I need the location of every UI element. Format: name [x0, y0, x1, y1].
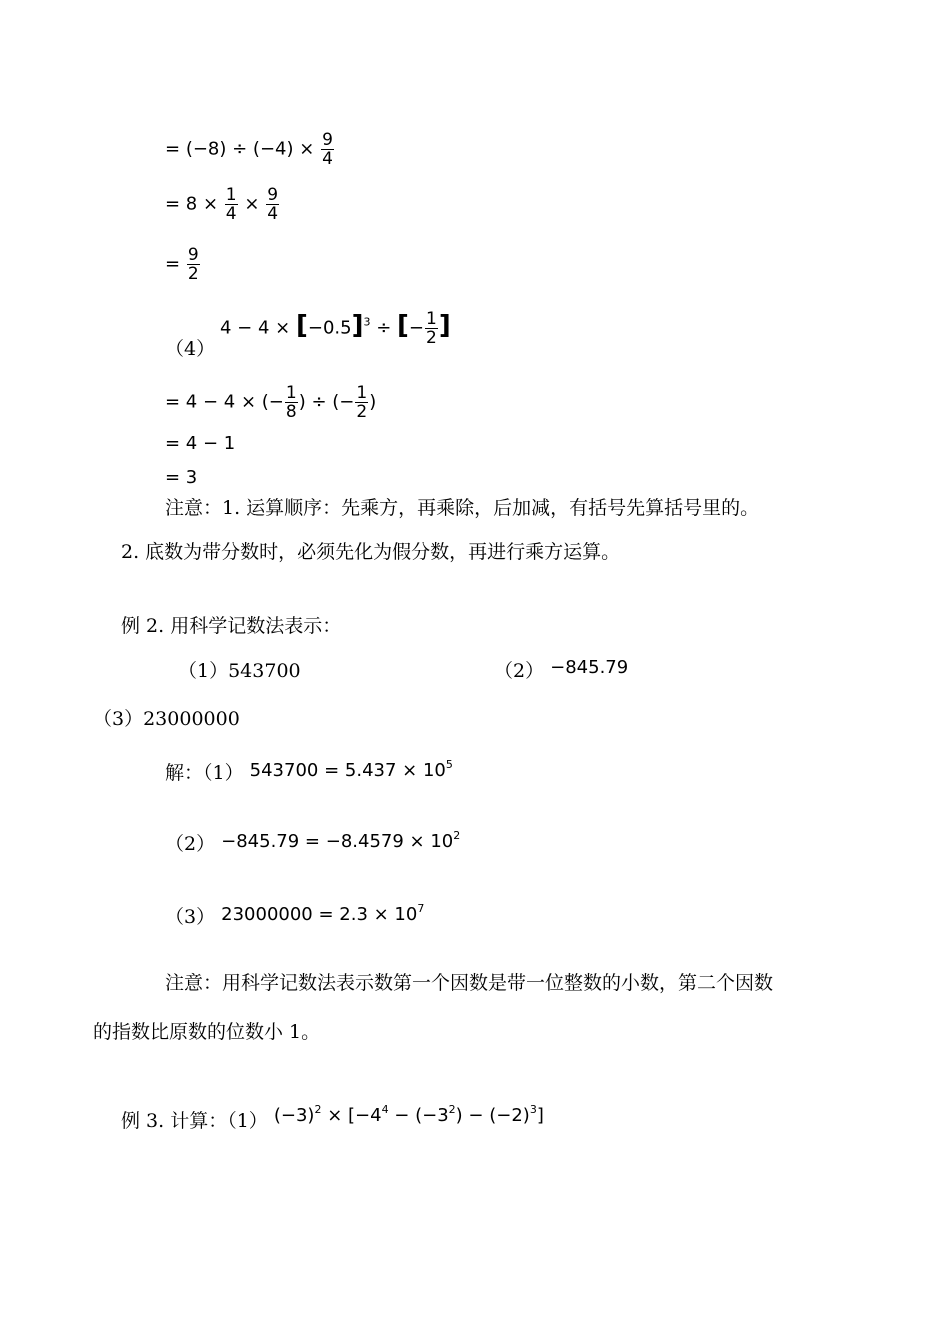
solution-label: （1）	[203, 762, 244, 784]
solution-expression	[250, 760, 453, 781]
example-title: 例 3. 计算：	[121, 1110, 228, 1132]
right-bracket: ]	[351, 310, 364, 341]
solution-1	[165, 757, 453, 785]
math-step	[165, 246, 201, 283]
left-bracket: [	[295, 310, 308, 341]
base: −0.5	[307, 317, 352, 339]
math-step	[165, 131, 335, 168]
math-step: = 4 − 1	[165, 433, 236, 454]
numerator: 1	[225, 185, 237, 205]
numerator: 9	[267, 185, 279, 205]
denominator: 8	[285, 402, 297, 422]
question-label: （2）	[494, 660, 545, 682]
exponent: 3	[529, 1103, 537, 1116]
math-step	[165, 384, 376, 421]
denominator: 2	[356, 402, 368, 422]
exponent: 3	[363, 315, 371, 329]
expression: ) − (−2)	[455, 1105, 530, 1126]
solution-expression	[221, 904, 424, 925]
question-value: 23000000	[143, 708, 240, 730]
expression: −845.79 = −8.4579 × 10	[221, 831, 454, 852]
math-step	[165, 186, 280, 223]
problem-expression	[274, 1105, 544, 1126]
exponent: 7	[417, 902, 425, 915]
numerator: 1	[426, 309, 437, 329]
numerator: 1	[356, 383, 368, 403]
exponent: 4	[381, 1103, 389, 1116]
note-line: 注意：用科学记数法表示数第一个因数是带一位整数的小数，第二个因数	[165, 972, 774, 994]
denominator: 4	[267, 204, 279, 224]
fraction	[266, 186, 279, 223]
expression: − (−3	[394, 1105, 449, 1126]
expression: (−3)	[273, 1105, 315, 1126]
expression: 543700 = 5.437 × 10	[249, 760, 446, 781]
right-bracket: ]	[438, 310, 451, 341]
fraction	[225, 186, 238, 223]
minus-sign: −	[408, 317, 425, 339]
fraction	[321, 131, 334, 168]
note-line: 2. 底数为带分数时，必须先化为假分数，再进行乘方运算。	[121, 541, 621, 563]
solution-expression	[221, 831, 460, 852]
left-bracket: [	[397, 310, 409, 341]
fraction	[425, 310, 438, 347]
problem-expression	[220, 310, 451, 347]
exponent: 5	[445, 758, 453, 771]
solution-prefix: 解：	[165, 762, 204, 784]
question-3	[93, 707, 240, 731]
denominator: 2	[187, 264, 199, 284]
fraction	[285, 384, 298, 421]
example-3	[121, 1105, 544, 1133]
example-title: 例 2. 用科学记数法表示：	[121, 615, 342, 637]
denominator: 4	[322, 149, 333, 169]
equals: =	[165, 138, 181, 160]
exponent: 2	[453, 829, 461, 842]
exponent: 2	[448, 1103, 456, 1116]
expression: = 4 − 4 × (−	[165, 391, 284, 413]
fraction	[355, 384, 368, 421]
expression: (−8) ÷ (−4) ×	[185, 138, 315, 160]
question-1	[178, 659, 301, 683]
math-step: = 3	[165, 467, 198, 488]
expression: 23000000 = 2.3 × 10	[221, 904, 418, 925]
part-label: （4）	[165, 338, 216, 360]
question-value: −845.79	[550, 657, 629, 678]
solution-label: （3）	[165, 906, 216, 928]
exponent: 2	[314, 1103, 322, 1116]
numerator: 9	[187, 245, 199, 265]
note-line: 的指数比原数的位数小 1。	[93, 1021, 321, 1043]
expression: = 8 ×	[165, 193, 219, 215]
question-value: 543700	[228, 660, 301, 682]
numerator: 1	[285, 383, 297, 403]
fraction	[187, 246, 200, 283]
question-label: （1）	[227, 1110, 268, 1132]
denominator: 2	[426, 328, 437, 348]
denominator: 4	[225, 204, 237, 224]
equals: =	[165, 253, 181, 275]
question-label: （3）	[93, 708, 144, 730]
solution-label: （2）	[165, 833, 216, 855]
question-label: （1）	[178, 660, 229, 682]
question-2	[494, 659, 628, 683]
expression: )	[369, 391, 377, 413]
expression: ) ÷ (−	[298, 391, 355, 413]
expression: 4 − 4 ×	[220, 317, 291, 339]
expression: × [−4	[327, 1105, 382, 1126]
solution-2	[165, 828, 460, 856]
solution-3	[165, 901, 424, 929]
note-line: 注意：1. 运算顺序：先乘方，再乘除，后加减，有括号先算括号里的。	[165, 497, 760, 519]
divide-sign: ÷	[376, 317, 392, 339]
numerator: 9	[322, 130, 333, 150]
expression: ]	[536, 1105, 544, 1126]
times-sign: ×	[244, 193, 260, 215]
